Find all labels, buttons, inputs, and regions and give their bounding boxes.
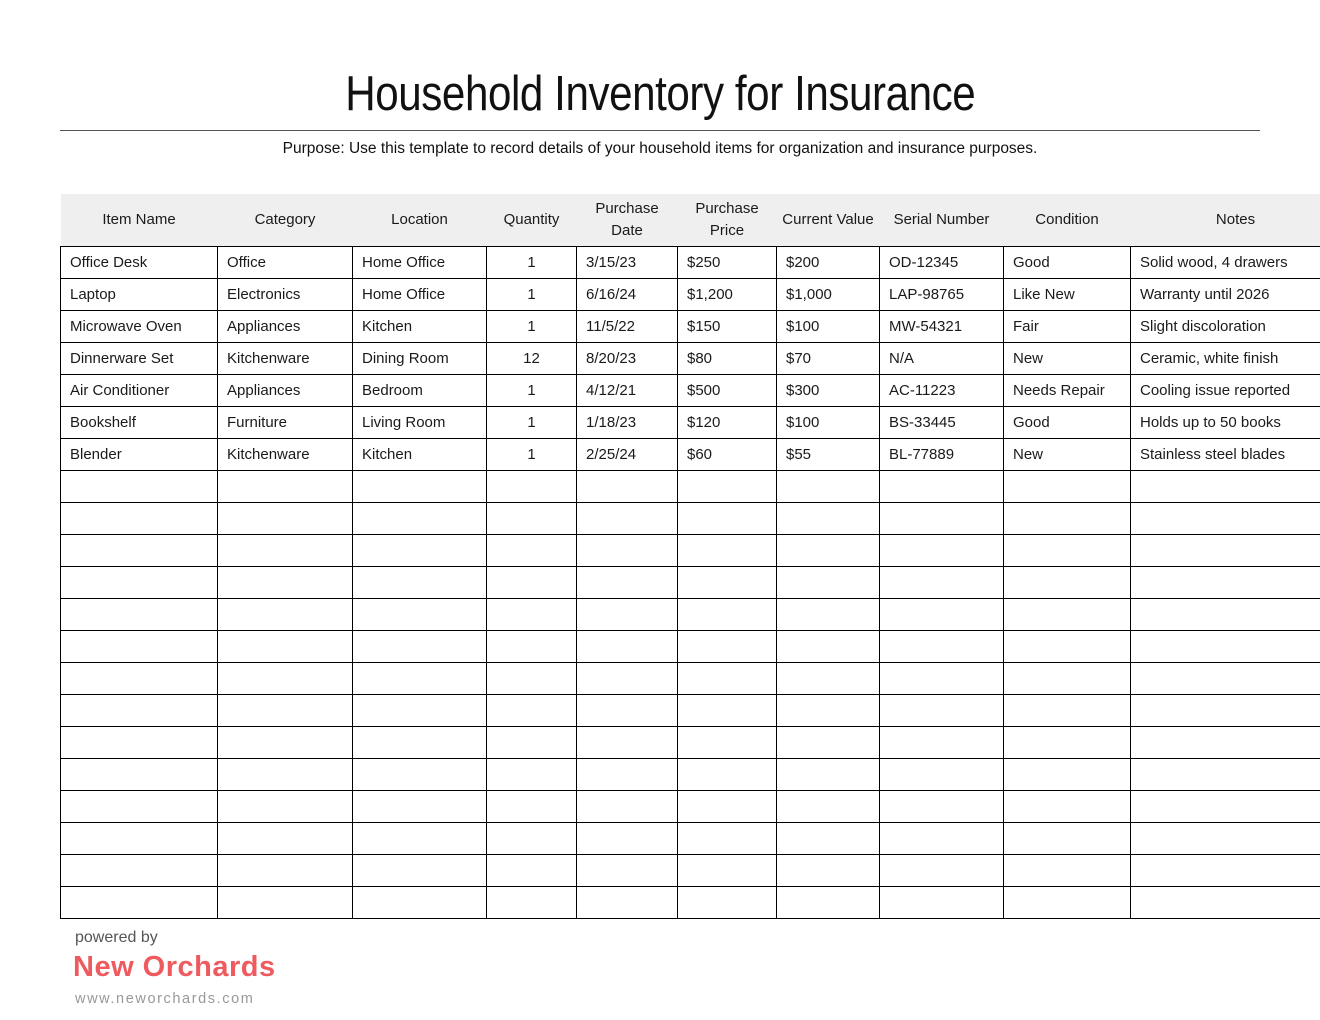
empty-table-cell (61, 662, 218, 694)
table-row (61, 406, 1320, 438)
table-cell: 2/25/24 (577, 438, 678, 470)
table-cell: Stainless steel blades (1131, 438, 1320, 470)
empty-table-cell (353, 694, 487, 726)
empty-table-cell (777, 502, 880, 534)
table-cell: Blender (61, 438, 218, 470)
table-cell: Like New (1004, 278, 1131, 310)
table-cell: Fair (1004, 310, 1131, 342)
empty-table-cell (487, 566, 577, 598)
table-cell: $100 (777, 406, 880, 438)
empty-table-cell (880, 726, 1004, 758)
footer (75, 929, 1320, 1007)
table-cell: 3/15/23 (577, 246, 678, 278)
empty-table-cell (678, 694, 777, 726)
empty-table-cell (487, 822, 577, 854)
empty-table-cell (218, 758, 353, 790)
empty-table-cell (218, 694, 353, 726)
empty-table-cell (353, 534, 487, 566)
empty-table-cell (577, 758, 678, 790)
table-cell: Laptop (61, 278, 218, 310)
table-row (61, 246, 1320, 278)
table-row (61, 310, 1320, 342)
table-cell: 1 (487, 438, 577, 470)
empty-table-cell (1004, 694, 1131, 726)
empty-table-cell (1004, 470, 1131, 502)
empty-table-cell (487, 694, 577, 726)
table-cell: Kitchenware (218, 438, 353, 470)
empty-table-cell (678, 598, 777, 630)
table-cell: Dinnerware Set (61, 342, 218, 374)
table-cell: $60 (678, 438, 777, 470)
table-cell: Good (1004, 406, 1131, 438)
empty-table-row (61, 790, 1320, 822)
inventory-table-head (61, 194, 1320, 247)
column-header-quantity: Quantity (487, 194, 577, 247)
table-cell: Cooling issue reported (1131, 374, 1320, 406)
inventory-table (60, 194, 1320, 919)
empty-table-cell (1004, 534, 1131, 566)
column-header-category: Category (218, 194, 353, 247)
empty-table-cell (218, 790, 353, 822)
table-cell: 1 (487, 406, 577, 438)
inventory-table-body (61, 246, 1320, 918)
empty-table-cell (577, 502, 678, 534)
table-cell: $120 (678, 406, 777, 438)
empty-table-cell (353, 470, 487, 502)
empty-table-cell (353, 662, 487, 694)
empty-table-cell (1004, 758, 1131, 790)
empty-table-cell (1131, 566, 1320, 598)
table-cell: 1 (487, 374, 577, 406)
table-cell: Bedroom (353, 374, 487, 406)
table-cell: 1/18/23 (577, 406, 678, 438)
empty-table-cell (880, 694, 1004, 726)
empty-table-cell (1004, 822, 1131, 854)
empty-table-cell (353, 758, 487, 790)
table-cell: Appliances (218, 310, 353, 342)
empty-table-cell (777, 662, 880, 694)
empty-table-cell (487, 758, 577, 790)
empty-table-cell (61, 470, 218, 502)
table-row (61, 278, 1320, 310)
table-cell: $70 (777, 342, 880, 374)
table-cell: OD-12345 (880, 246, 1004, 278)
column-header-location: Location (353, 194, 487, 247)
empty-table-cell (880, 534, 1004, 566)
column-header-purchase-date: Purchase Date (577, 194, 678, 247)
table-cell: 1 (487, 278, 577, 310)
empty-table-cell (487, 726, 577, 758)
empty-table-cell (1131, 822, 1320, 854)
empty-table-cell (353, 502, 487, 534)
empty-table-row (61, 534, 1320, 566)
empty-table-cell (487, 502, 577, 534)
empty-table-cell (880, 886, 1004, 918)
empty-table-cell (577, 630, 678, 662)
empty-table-cell (678, 662, 777, 694)
empty-table-cell (353, 822, 487, 854)
empty-table-row (61, 758, 1320, 790)
empty-table-cell (487, 854, 577, 886)
empty-table-cell (218, 726, 353, 758)
empty-table-cell (487, 534, 577, 566)
table-cell: LAP-98765 (880, 278, 1004, 310)
empty-table-cell (1131, 470, 1320, 502)
table-cell: New (1004, 342, 1131, 374)
empty-table-cell (487, 598, 577, 630)
table-cell: BL-77889 (880, 438, 1004, 470)
empty-table-row (61, 566, 1320, 598)
empty-table-cell (1004, 726, 1131, 758)
empty-table-cell (1131, 502, 1320, 534)
empty-table-cell (218, 822, 353, 854)
table-cell: Microwave Oven (61, 310, 218, 342)
inventory-table-head-row (61, 194, 1320, 247)
table-cell: Appliances (218, 374, 353, 406)
empty-table-cell (678, 630, 777, 662)
empty-table-cell (218, 662, 353, 694)
empty-table-cell (218, 598, 353, 630)
table-cell: $250 (678, 246, 777, 278)
table-cell: 8/20/23 (577, 342, 678, 374)
empty-table-cell (678, 854, 777, 886)
empty-table-cell (777, 534, 880, 566)
empty-table-cell (880, 662, 1004, 694)
table-cell: Living Room (353, 406, 487, 438)
page-title-text: Household Inventory for Insurance (344, 67, 975, 121)
empty-table-cell (777, 566, 880, 598)
table-cell: Ceramic, white finish (1131, 342, 1320, 374)
empty-table-cell (353, 630, 487, 662)
empty-table-cell (880, 502, 1004, 534)
empty-table-cell (577, 694, 678, 726)
table-cell: Needs Repair (1004, 374, 1131, 406)
table-cell: Holds up to 50 books (1131, 406, 1320, 438)
table-cell: Slight discoloration (1131, 310, 1320, 342)
table-cell: Office (218, 246, 353, 278)
table-cell: N/A (880, 342, 1004, 374)
table-cell: Good (1004, 246, 1131, 278)
empty-table-cell (880, 470, 1004, 502)
table-cell: 12 (487, 342, 577, 374)
title-divider (60, 130, 1260, 131)
table-cell: New (1004, 438, 1131, 470)
empty-table-cell (880, 854, 1004, 886)
empty-table-row (61, 822, 1320, 854)
table-cell: $100 (777, 310, 880, 342)
empty-table-cell (577, 470, 678, 502)
empty-table-cell (678, 790, 777, 822)
empty-table-cell (61, 694, 218, 726)
empty-table-cell (1004, 790, 1131, 822)
empty-table-cell (880, 790, 1004, 822)
empty-table-cell (61, 758, 218, 790)
column-header-serial-number: Serial Number (880, 194, 1004, 247)
empty-table-row (61, 886, 1320, 918)
empty-table-cell (1131, 598, 1320, 630)
column-header-notes: Notes (1131, 194, 1320, 247)
empty-table-cell (1004, 886, 1131, 918)
empty-table-cell (880, 630, 1004, 662)
empty-table-cell (61, 790, 218, 822)
empty-table-cell (353, 566, 487, 598)
empty-table-cell (1004, 630, 1131, 662)
empty-table-cell (777, 758, 880, 790)
page-title (0, 0, 1320, 122)
column-header-condition: Condition (1004, 194, 1131, 247)
empty-table-cell (1131, 662, 1320, 694)
table-cell: $300 (777, 374, 880, 406)
empty-table-cell (678, 470, 777, 502)
empty-table-cell (218, 566, 353, 598)
column-header-purchase-price: Purchase Price (678, 194, 777, 247)
table-cell: $500 (678, 374, 777, 406)
empty-table-cell (61, 886, 218, 918)
empty-table-cell (1004, 566, 1131, 598)
empty-table-cell (61, 502, 218, 534)
table-row (61, 342, 1320, 374)
table-cell: 11/5/22 (577, 310, 678, 342)
table-cell: $80 (678, 342, 777, 374)
empty-table-cell (353, 854, 487, 886)
column-header-item-name: Item Name (61, 194, 218, 247)
empty-table-cell (577, 662, 678, 694)
empty-table-cell (577, 854, 678, 886)
empty-table-cell (777, 470, 880, 502)
empty-table-cell (218, 630, 353, 662)
empty-table-cell (353, 598, 487, 630)
empty-table-cell (777, 886, 880, 918)
empty-table-cell (353, 790, 487, 822)
empty-table-cell (218, 502, 353, 534)
empty-table-cell (1004, 502, 1131, 534)
table-cell: 4/12/21 (577, 374, 678, 406)
brand-logo: New Orchards (73, 950, 276, 983)
empty-table-row (61, 854, 1320, 886)
table-cell: 6/16/24 (577, 278, 678, 310)
empty-table-cell (487, 886, 577, 918)
empty-table-cell (678, 822, 777, 854)
empty-table-row (61, 630, 1320, 662)
empty-table-cell (353, 726, 487, 758)
table-cell: Warranty until 2026 (1131, 278, 1320, 310)
empty-table-cell (577, 598, 678, 630)
empty-table-cell (1131, 534, 1320, 566)
empty-table-cell (678, 534, 777, 566)
table-cell: Electronics (218, 278, 353, 310)
empty-table-cell (577, 886, 678, 918)
table-cell: Air Conditioner (61, 374, 218, 406)
empty-table-cell (678, 502, 777, 534)
empty-table-row (61, 662, 1320, 694)
empty-table-cell (487, 662, 577, 694)
empty-table-cell (1131, 758, 1320, 790)
empty-table-cell (777, 822, 880, 854)
empty-table-cell (678, 726, 777, 758)
empty-table-cell (61, 854, 218, 886)
empty-table-cell (1004, 662, 1131, 694)
empty-table-cell (777, 630, 880, 662)
empty-table-cell (61, 598, 218, 630)
table-cell: Kitchen (353, 438, 487, 470)
empty-table-row (61, 694, 1320, 726)
empty-table-cell (353, 886, 487, 918)
empty-table-cell (1131, 726, 1320, 758)
empty-table-cell (880, 598, 1004, 630)
empty-table-cell (880, 822, 1004, 854)
table-cell: Home Office (353, 278, 487, 310)
empty-table-row (61, 502, 1320, 534)
table-cell: 1 (487, 310, 577, 342)
empty-table-cell (487, 630, 577, 662)
empty-table-cell (880, 758, 1004, 790)
empty-table-cell (577, 790, 678, 822)
empty-table-cell (1131, 886, 1320, 918)
empty-table-cell (1131, 790, 1320, 822)
table-cell: Furniture (218, 406, 353, 438)
table-cell: BS-33445 (880, 406, 1004, 438)
empty-table-cell (678, 566, 777, 598)
table-cell: 1 (487, 246, 577, 278)
empty-table-cell (678, 758, 777, 790)
empty-table-cell (218, 470, 353, 502)
empty-table-cell (577, 566, 678, 598)
empty-table-cell (218, 854, 353, 886)
table-cell: Office Desk (61, 246, 218, 278)
page-subtitle: Purpose: Use this template to record details of your household items for organization and insurance purposes. (282, 139, 1038, 157)
empty-table-cell (1131, 630, 1320, 662)
empty-table-cell (61, 822, 218, 854)
table-row (61, 374, 1320, 406)
empty-table-cell (1004, 854, 1131, 886)
empty-table-cell (218, 886, 353, 918)
empty-table-row (61, 470, 1320, 502)
powered-by-label: powered by (75, 928, 158, 946)
empty-table-cell (777, 694, 880, 726)
table-cell: Solid wood, 4 drawers (1131, 246, 1320, 278)
empty-table-cell (487, 470, 577, 502)
empty-table-cell (1131, 694, 1320, 726)
empty-table-cell (577, 822, 678, 854)
empty-table-cell (777, 854, 880, 886)
empty-table-cell (777, 726, 880, 758)
table-cell: $1,200 (678, 278, 777, 310)
empty-table-row (61, 726, 1320, 758)
empty-table-cell (1004, 598, 1131, 630)
empty-table-cell (61, 630, 218, 662)
empty-table-cell (61, 726, 218, 758)
brand-website: www.neworchards.com (75, 990, 255, 1007)
table-cell: $200 (777, 246, 880, 278)
table-cell: MW-54321 (880, 310, 1004, 342)
table-cell: AC-11223 (880, 374, 1004, 406)
empty-table-cell (777, 790, 880, 822)
table-cell: Home Office (353, 246, 487, 278)
empty-table-cell (880, 566, 1004, 598)
table-cell: Kitchen (353, 310, 487, 342)
table-cell: $1,000 (777, 278, 880, 310)
empty-table-cell (218, 534, 353, 566)
table-cell: $150 (678, 310, 777, 342)
empty-table-cell (577, 726, 678, 758)
empty-table-row (61, 598, 1320, 630)
empty-table-cell (61, 566, 218, 598)
table-cell: Dining Room (353, 342, 487, 374)
empty-table-cell (61, 534, 218, 566)
empty-table-cell (678, 886, 777, 918)
table-cell: $55 (777, 438, 880, 470)
empty-table-cell (1131, 854, 1320, 886)
empty-table-cell (487, 790, 577, 822)
column-header-current-value: Current Value (777, 194, 880, 247)
empty-table-cell (577, 534, 678, 566)
table-cell: Bookshelf (61, 406, 218, 438)
table-row (61, 438, 1320, 470)
empty-table-cell (777, 598, 880, 630)
table-cell: Kitchenware (218, 342, 353, 374)
